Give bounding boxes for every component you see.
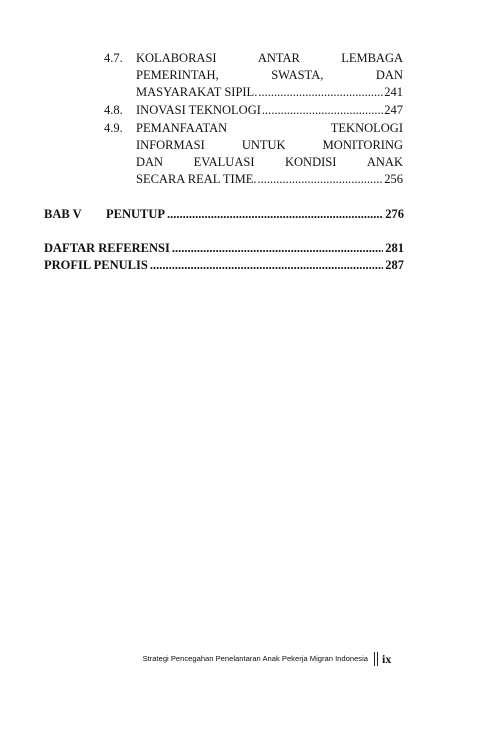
dot-leader bbox=[150, 257, 383, 274]
entry-title-end: SECARA REAL TIME. bbox=[136, 172, 257, 186]
section-number: 4.9. bbox=[104, 121, 123, 135]
entry-title-end: MASYARAKAT SIPIL. bbox=[136, 85, 258, 99]
entry-leader-line bbox=[44, 257, 404, 274]
dot-leader bbox=[258, 84, 383, 101]
section-number: 4.7. bbox=[104, 51, 123, 65]
entry-title-line bbox=[136, 67, 403, 84]
page-footer bbox=[120, 652, 395, 668]
dot-leader bbox=[262, 102, 383, 119]
word: LEMBAGA bbox=[341, 51, 403, 65]
word: ANAK bbox=[366, 155, 403, 169]
toc-entry-bab-v[interactable] bbox=[44, 206, 404, 223]
entry-leader-line bbox=[136, 102, 403, 119]
chapter-title: PENUTUP bbox=[106, 207, 166, 221]
dot-leader bbox=[258, 171, 384, 188]
page-number: 287 bbox=[385, 258, 404, 272]
entry-title-line bbox=[136, 154, 403, 171]
page-number: ix bbox=[382, 652, 392, 666]
word: INFORMASI bbox=[136, 138, 205, 152]
chapter-label: BAB V bbox=[44, 207, 82, 221]
divider bbox=[374, 652, 375, 666]
toc-entry-references[interactable] bbox=[44, 240, 404, 257]
page-number: 281 bbox=[385, 241, 404, 255]
word: DAN bbox=[375, 68, 403, 82]
word: DAN bbox=[136, 155, 164, 169]
word: EVALUASI bbox=[193, 155, 255, 169]
entry-title-line bbox=[136, 137, 403, 154]
entry-title: INOVASI TEKNOLOGI bbox=[136, 103, 261, 117]
entry-title: PROFIL PENULIS bbox=[44, 258, 148, 272]
entry-leader-line bbox=[44, 206, 404, 223]
word: SWASTA, bbox=[271, 68, 324, 82]
entry-leader-line bbox=[136, 171, 403, 188]
entry-leader-line bbox=[44, 240, 404, 257]
word: TEKNOLOGI bbox=[330, 121, 403, 135]
word: PEMERINTAH, bbox=[136, 68, 219, 82]
word: ANTAR bbox=[257, 51, 300, 65]
dot-leader bbox=[167, 206, 383, 223]
entry-title-line bbox=[136, 120, 403, 137]
word: PEMANFAATAN bbox=[136, 121, 228, 135]
page-number: 241 bbox=[384, 85, 403, 99]
book-title: Strategi Pencegahan Penelantaran Anak Pekerja Migran Indonesia bbox=[142, 654, 368, 663]
entry-title-line bbox=[136, 50, 403, 67]
page-number: 276 bbox=[385, 207, 404, 221]
divider bbox=[377, 652, 378, 666]
entry-leader-line bbox=[136, 84, 403, 101]
page-number: 247 bbox=[384, 103, 403, 117]
word: KONDISI bbox=[284, 155, 337, 169]
section-number: 4.8. bbox=[104, 103, 123, 117]
page-number: 256 bbox=[384, 172, 403, 186]
word: UNTUK bbox=[241, 138, 286, 152]
dot-leader bbox=[172, 240, 383, 257]
toc-entry-author-profile[interactable] bbox=[44, 257, 404, 274]
word: KOLABORASI bbox=[136, 51, 217, 65]
word: MONITORING bbox=[322, 138, 403, 152]
entry-title: DAFTAR REFERENSI bbox=[44, 241, 170, 255]
